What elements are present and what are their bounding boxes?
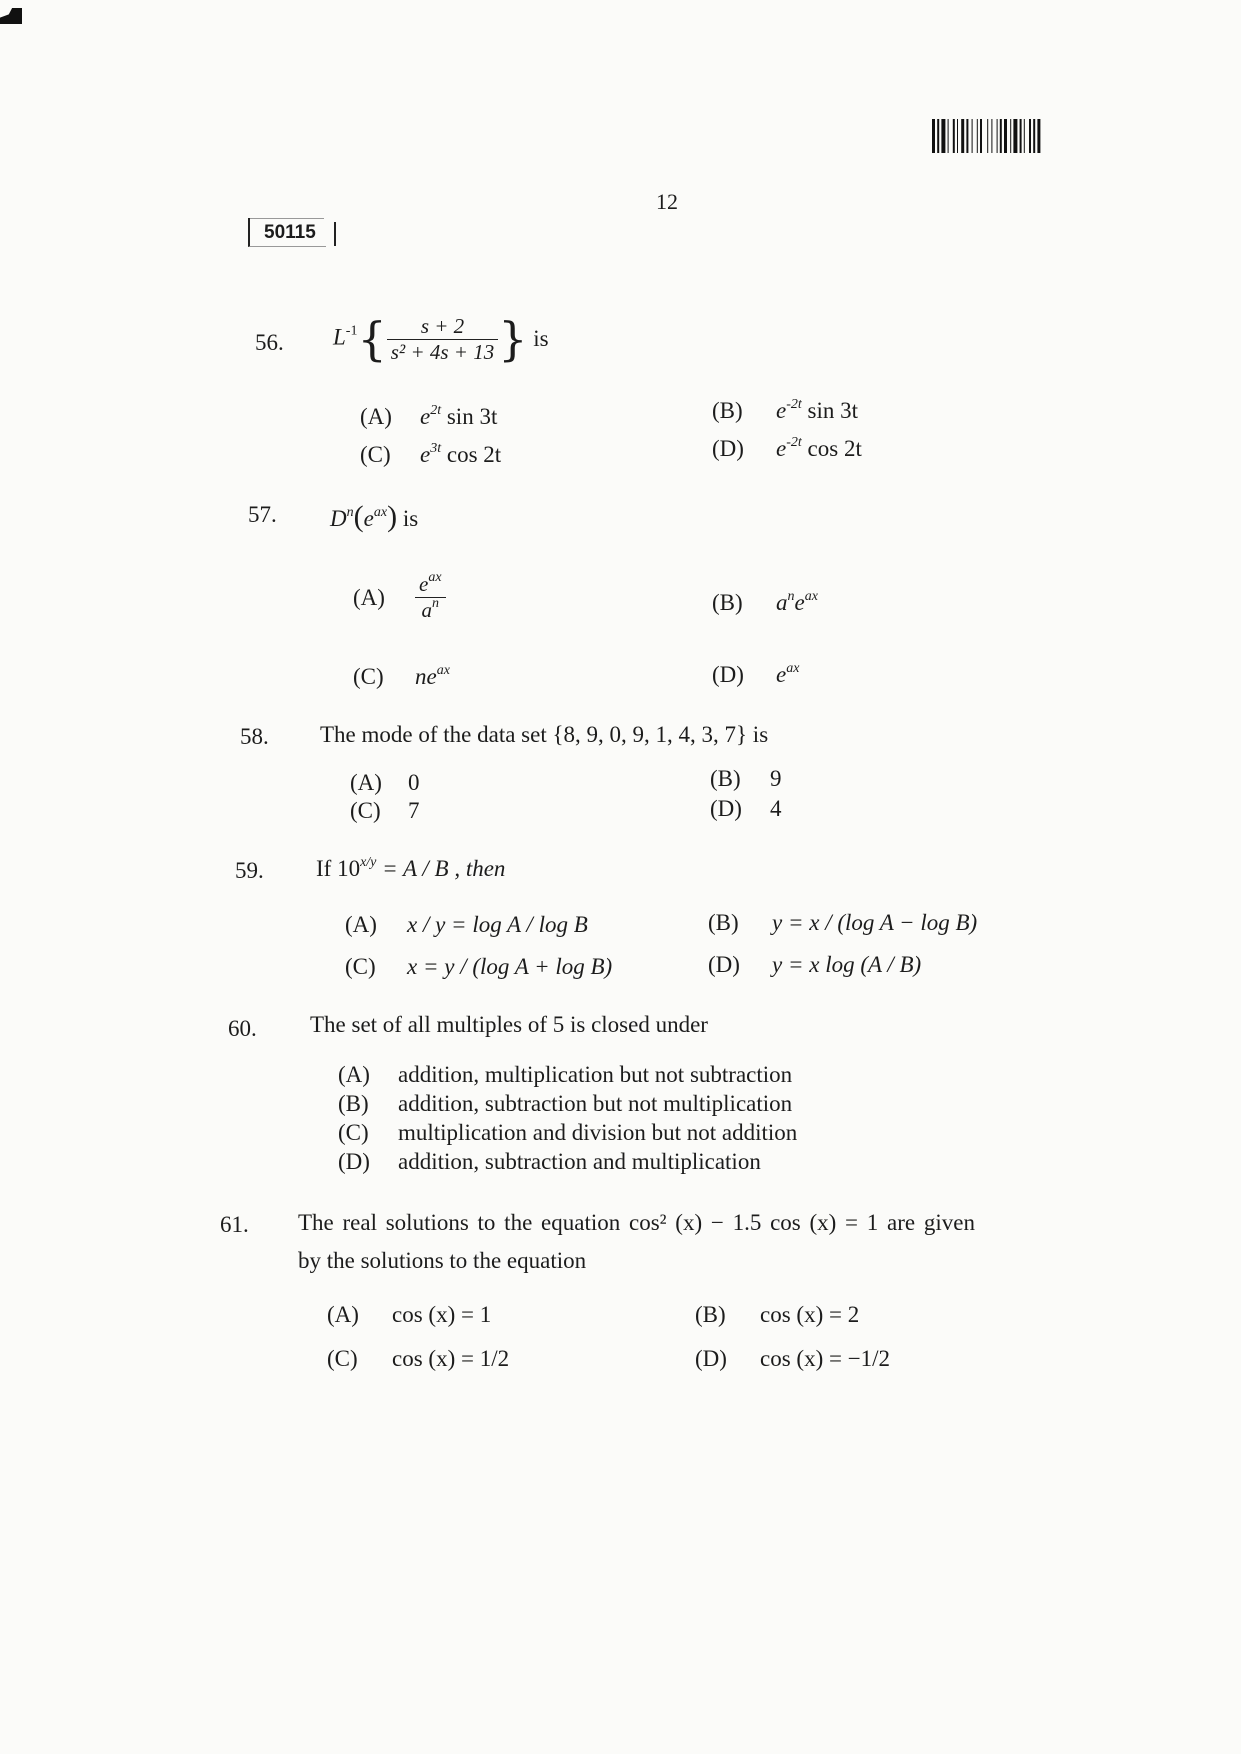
option-a[interactable]: (A) x / y = log A / log B	[345, 912, 588, 937]
option-c[interactable]: (C) $e^{3t}$ cos 2t	[360, 441, 502, 467]
question-stem: The set of all multiples of 5 is closed under	[310, 1012, 708, 1037]
question-stem: If $10^{x/y} = A / B$ , then	[316, 855, 506, 881]
question-stem-continued: by the solutions to the equation	[298, 1248, 587, 1273]
option-b[interactable]: (B) $a^ne^{ax}$	[712, 589, 818, 615]
fraction: $\frac{s + 2}{\text{s² + 4s + 13}}$	[387, 314, 498, 365]
question-stem: The mode of the data set {8, 9, 0, 9, 1, 4, 3, 7} is	[320, 722, 769, 747]
option-c[interactable]: (C) $ne^{ax}$	[353, 663, 450, 689]
question-number: 61.	[220, 1212, 249, 1237]
barcode	[930, 117, 1100, 155]
question-number: 57.	[248, 502, 277, 527]
option-d[interactable]: (D) cos (x) = −1/2	[695, 1346, 891, 1371]
option-d[interactable]: (D) addition, subtraction and multiplication	[338, 1149, 761, 1174]
question-stem: $D^n(e^{ax})$ is	[330, 500, 419, 533]
option-b[interactable]: (B) y = x / (log A − log B)	[708, 910, 978, 935]
option-a[interactable]: (A) cos (x) = 1	[327, 1302, 492, 1327]
option-a[interactable]: (A) $e^{2t}$ sin 3t	[360, 403, 498, 429]
paper-code: 50115	[248, 218, 326, 247]
question-number: 60.	[228, 1016, 257, 1041]
option-b[interactable]: (B) 9	[710, 766, 782, 791]
fraction: $\frac{e^{ax}}{a^n}$	[415, 572, 446, 623]
option-c[interactable]: (C) 7	[350, 798, 420, 823]
question-stem: The real solutions to the equation cos² (x) − 1.5 cos (x) = 1 are given	[298, 1210, 975, 1235]
question-stem: $L^{-1}${ $\frac{s + 2}{\text{s² + 4s + 13}}$ } is	[333, 312, 549, 366]
option-b[interactable]: (B) cos (x) = 2	[695, 1302, 860, 1327]
question-number: 59.	[235, 858, 264, 883]
question-number: 56.	[255, 330, 284, 355]
option-c[interactable]: (C) multiplication and division but not addition	[338, 1120, 798, 1145]
option-c[interactable]: (C) x = y / (log A + log B)	[345, 954, 613, 979]
option-a[interactable]: (A) addition, multiplication but not subtraction	[338, 1062, 793, 1087]
option-c[interactable]: (C) cos (x) = 1/2	[327, 1346, 510, 1371]
corner-scan-mark	[0, 8, 22, 24]
option-d[interactable]: (D) $e^{ax}$	[712, 661, 800, 687]
option-a[interactable]: (A) $\frac{e^{ax}}{a^n}$	[353, 572, 446, 623]
option-d[interactable]: (D) $e^{-2t}$ cos 2t	[712, 435, 862, 461]
option-d[interactable]: (D) 4	[710, 796, 782, 821]
option-b[interactable]: (B) $e^{-2t}$ sin 3t	[712, 397, 859, 423]
question-number: 58.	[240, 724, 269, 749]
option-a[interactable]: (A) 0	[350, 770, 420, 795]
option-d[interactable]: (D) y = x log (A / B)	[708, 952, 922, 977]
option-b[interactable]: (B) addition, subtraction but not multiplication	[338, 1091, 793, 1116]
page-number: 12	[656, 189, 678, 214]
